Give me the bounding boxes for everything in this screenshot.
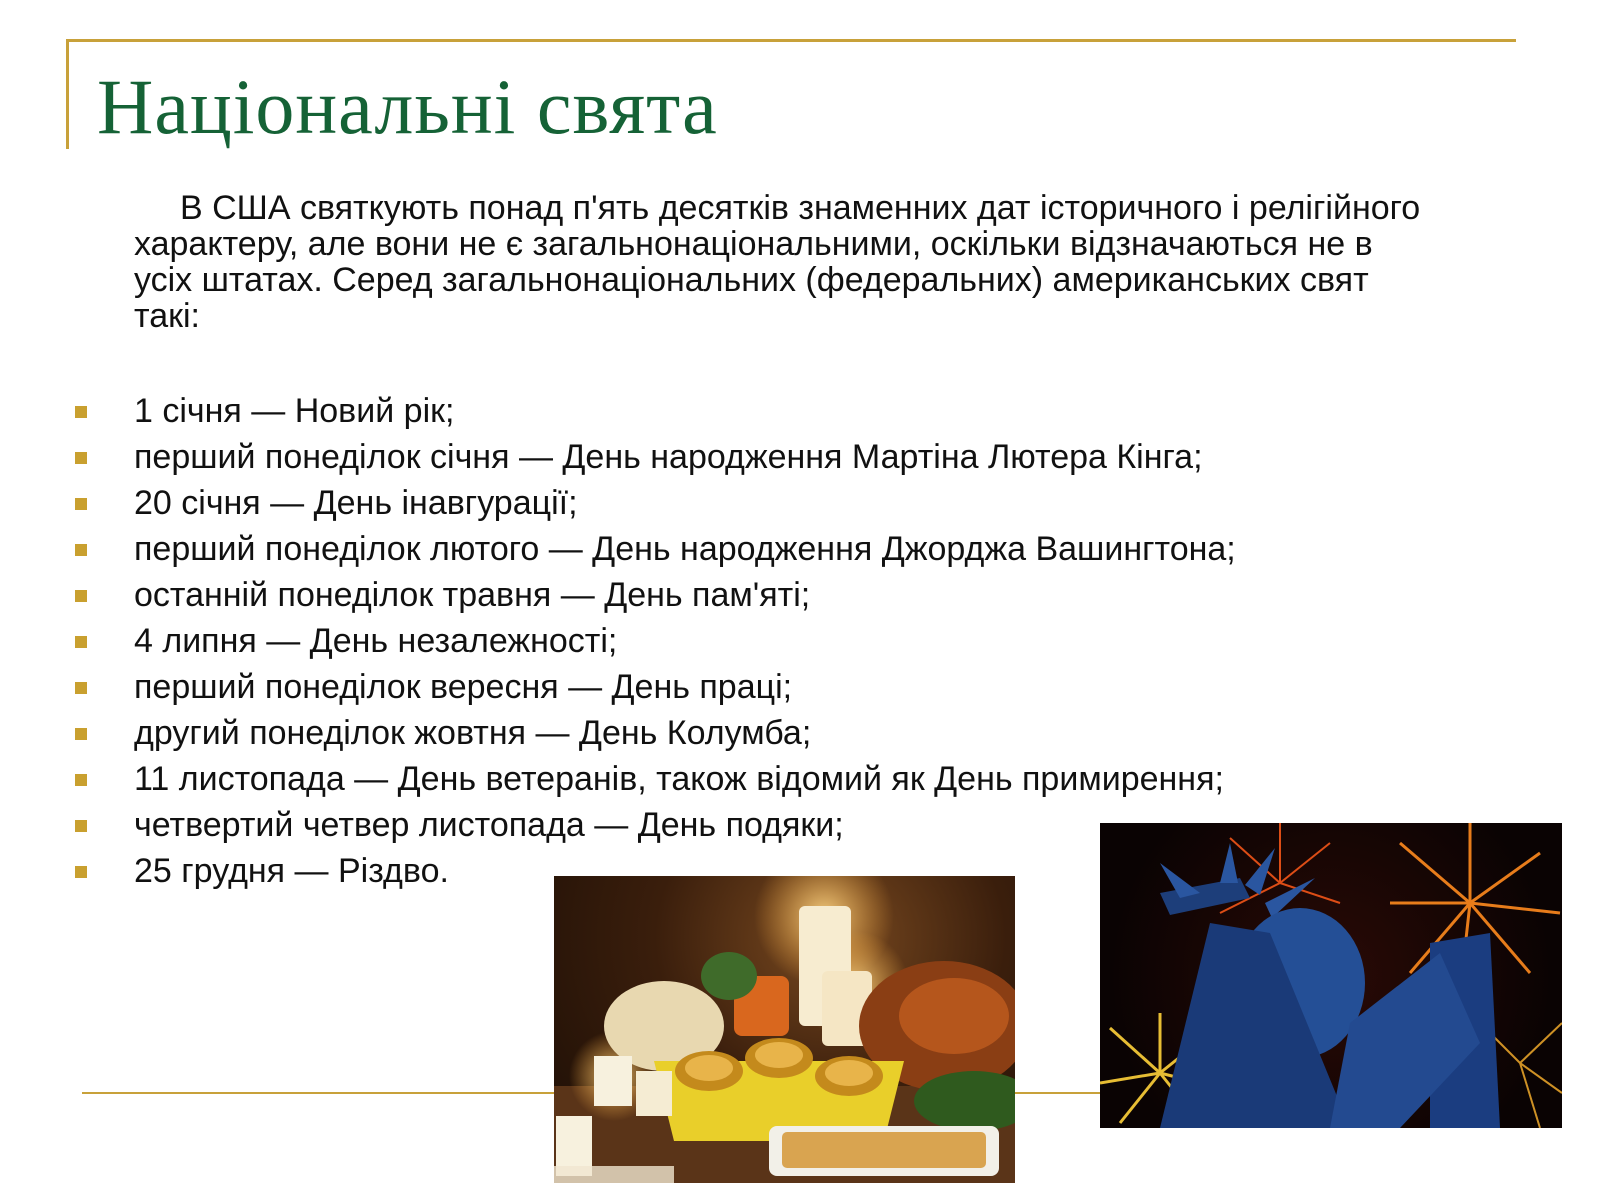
intro-paragraph: В США святкують понад п'ять десятків знаменних дат історичного і релігійного характеру, але вони не є загальнонаціональними, оскільки відзначаються не в усіх штатах. Серед загальнонаціональних (федеральних) американських свят такі: bbox=[134, 189, 1421, 335]
square-bullet-icon bbox=[75, 636, 87, 648]
slide-title: Національні свята bbox=[97, 63, 718, 150]
holiday-text: другий понеділок жовтня — День Колумба; bbox=[134, 714, 812, 752]
square-bullet-icon bbox=[75, 866, 87, 878]
square-bullet-icon bbox=[75, 590, 87, 602]
square-bullet-icon bbox=[75, 820, 87, 832]
list-item bbox=[0, 572, 1236, 618]
holiday-text: останній понеділок травня — День пам'яті; bbox=[134, 576, 811, 614]
list-item bbox=[0, 480, 1236, 526]
holiday-text: перший понеділок лютого — День народження Джорджа Вашингтона; bbox=[134, 530, 1236, 568]
frame-top-line bbox=[68, 39, 1516, 42]
holiday-text: четвертий четвер листопада — День подяки; bbox=[134, 806, 844, 844]
thanksgiving-photo bbox=[554, 876, 1015, 1183]
holiday-text: перший понеділок вересня — День праці; bbox=[134, 668, 793, 706]
square-bullet-icon bbox=[75, 498, 87, 510]
holiday-list bbox=[0, 388, 1236, 894]
square-bullet-icon bbox=[75, 544, 87, 556]
list-item bbox=[0, 756, 1236, 802]
holiday-text: 25 грудня — Різдво. bbox=[134, 852, 449, 890]
fireworks-photo bbox=[1100, 823, 1562, 1128]
list-item bbox=[0, 664, 1236, 710]
square-bullet-icon bbox=[75, 452, 87, 464]
list-item bbox=[0, 802, 1236, 848]
fireworks-illustration bbox=[1100, 823, 1562, 1128]
square-bullet-icon bbox=[75, 774, 87, 786]
holiday-text: 1 січня — Новий рік; bbox=[134, 392, 455, 430]
list-item bbox=[0, 388, 1236, 434]
list-item bbox=[0, 434, 1236, 480]
holiday-text: перший понеділок січня — День народження Мартіна Лютера Кінга; bbox=[134, 438, 1203, 476]
list-item bbox=[0, 526, 1236, 572]
holiday-text: 11 листопада — День ветеранів, також відомий як День примирення; bbox=[134, 760, 1224, 798]
frame-left-line bbox=[66, 39, 69, 149]
square-bullet-icon bbox=[75, 682, 87, 694]
thanksgiving-illustration bbox=[554, 876, 1015, 1183]
list-item bbox=[0, 618, 1236, 664]
square-bullet-icon bbox=[75, 406, 87, 418]
list-item bbox=[0, 710, 1236, 756]
holiday-text: 20 січня — День інавгурації; bbox=[134, 484, 578, 522]
square-bullet-icon bbox=[75, 728, 87, 740]
holiday-text: 4 липня — День незалежності; bbox=[134, 622, 618, 660]
